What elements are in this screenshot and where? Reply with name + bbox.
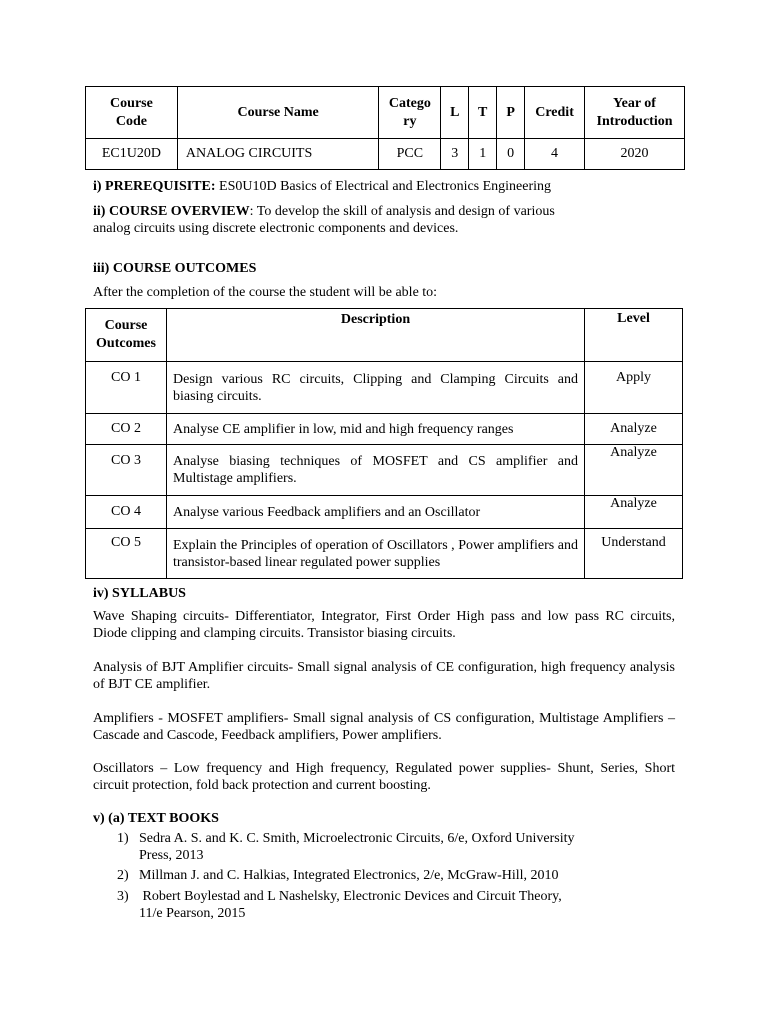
header-category: Catego ry [379,87,441,139]
textbooks-heading: v) (a) TEXT BOOKS [93,811,219,826]
outcome-description: Explain the Principles of operation of Oscillators , Power amplifiers and transistor-based linear regulated power supplies [167,529,585,579]
overview-line-1 [93,203,555,220]
textbook-line-1: Sedra A. S. and K. C. Smith, Microelectronic Circuits, 6/e, Oxford University [139,831,575,846]
textbook-line-2: 11/e Pearson, 2015 [139,906,246,921]
header-course-code: Course Code [86,87,178,139]
textbook-item [117,867,657,884]
header-credit: Credit [525,87,585,139]
outcomes-heading: iii) COURSE OUTCOMES [93,261,257,276]
textbook-number: 1) [117,831,129,846]
header-level: Level [585,309,683,362]
outcome-level: Apply [585,362,683,414]
outcome-code: CO 1 [86,362,167,414]
cell-course-name: ANALOG CIRCUITS [177,139,379,170]
course-info-table [85,86,685,170]
syllabus-paragraph: Wave Shaping circuits- Differentiator, Integrator, First Order High pass and low pass RC circuits, Diode clipping and clamping circuits. Transistor biasing circuits. [93,609,675,641]
syllabus-heading: iv) SYLLABUS [93,586,186,601]
textbook-item [117,888,657,922]
cell-category: PCC [379,139,441,170]
outcome-level: Analyze [585,496,683,529]
textbook-line-1: Millman J. and C. Halkias, Integrated Electronics, 2/e, McGraw-Hill, 2010 [139,868,559,883]
cell-l: 3 [441,139,469,170]
outcomes-header-row [86,309,683,362]
textbook-item [117,830,657,864]
header-t: T [469,87,497,139]
header-p: P [497,87,525,139]
header-year: Year of Introduction [585,87,685,139]
textbook-line-2: Press, 2013 [139,848,204,863]
outcomes-table [85,308,683,579]
overview-label: ii) COURSE OVERVIEW [93,204,250,219]
cell-t: 1 [469,139,497,170]
overview-line-2: analog circuits using discrete electronic components and devices. [93,221,459,236]
syllabus-paragraph: Amplifiers - MOSFET amplifiers- Small signal analysis of CS configuration, Multistage Amplifiers – Cascade and Cascode, Feedback amplifiers, Power amplifiers. [93,711,675,743]
textbook-line-1: Robert Boylestad and L Nashelsky, Electronic Devices and Circuit Theory, [139,889,562,904]
cell-course-code: EC1U20D [86,139,178,170]
outcome-level: Analyze [585,414,683,445]
outcome-row [86,529,683,579]
outcome-level: Understand [585,529,683,579]
prerequisite-label: i) PREREQUISITE: [93,179,216,194]
course-table-header-row [86,87,685,139]
outcome-code: CO 3 [86,445,167,496]
overview-text-1: : To develop the skill of analysis and design of various [249,204,555,219]
outcomes-intro: After the completion of the course the student will be able to: [93,285,438,300]
outcome-code: CO 5 [86,529,167,579]
syllabus-paragraph: Analysis of BJT Amplifier circuits- Small signal analysis of CE configuration, high frequency analysis of BJT CE amplifier. [93,660,675,692]
header-course-outcomes: Course Outcomes [86,309,167,362]
course-table-row [86,139,685,170]
syllabus-paragraph: Oscillators – Low frequency and High frequency, Regulated power supplies- Shunt, Series, Short circuit protection, fold back protection and current boosting. [93,761,675,793]
header-course-name: Course Name [177,87,379,139]
outcome-level: Analyze [585,445,683,496]
outcome-code: CO 2 [86,414,167,445]
cell-p: 0 [497,139,525,170]
outcome-description: Analyse biasing techniques of MOSFET and CS amplifier and Multistage amplifiers. [167,445,585,496]
outcome-row [86,445,683,496]
outcome-code: CO 4 [86,496,167,529]
outcome-row [86,496,683,529]
textbook-number: 3) [117,889,129,904]
cell-year: 2020 [585,139,685,170]
prerequisite [93,178,551,195]
cell-credit: 4 [525,139,585,170]
outcome-description: Analyse CE amplifier in low, mid and high frequency ranges [167,414,585,445]
header-l: L [441,87,469,139]
outcome-row [86,414,683,445]
header-description: Description [167,309,585,362]
outcome-description: Design various RC circuits, Clipping and Clamping Circuits and biasing circuits. [167,362,585,414]
textbook-number: 2) [117,868,129,883]
prerequisite-text: ES0U10D Basics of Electrical and Electronics Engineering [219,179,552,194]
outcome-description: Analyse various Feedback amplifiers and an Oscillator [167,496,585,529]
outcome-row [86,362,683,414]
